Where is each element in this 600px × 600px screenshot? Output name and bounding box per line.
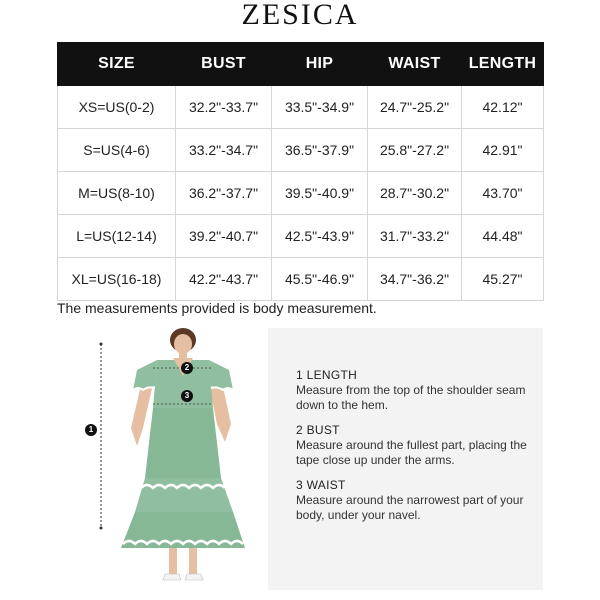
cell-size: S=US(4-6) bbox=[58, 129, 176, 172]
cell-length: 45.27" bbox=[462, 258, 544, 301]
header-bust: BUST bbox=[176, 43, 272, 86]
guide-bust bbox=[296, 423, 536, 468]
cell-waist: 34.7"-36.2" bbox=[368, 258, 462, 301]
cell-size: L=US(12-14) bbox=[58, 215, 176, 258]
cell-size: XL=US(16-18) bbox=[58, 258, 176, 301]
brand-logo: ZESICA bbox=[241, 0, 359, 31]
cell-waist: 28.7"-30.2" bbox=[368, 172, 462, 215]
cell-length: 43.70" bbox=[462, 172, 544, 215]
cell-hip: 45.5"-46.9" bbox=[272, 258, 368, 301]
cell-size: M=US(8-10) bbox=[58, 172, 176, 215]
marker-waist: 3 bbox=[181, 390, 193, 402]
cell-length: 44.48" bbox=[462, 215, 544, 258]
cell-size: XS=US(0-2) bbox=[58, 86, 176, 129]
guide-waist-desc: Measure around the narrowest part of your body, under your navel. bbox=[296, 493, 524, 522]
cell-waist: 25.8"-27.2" bbox=[368, 129, 462, 172]
dress-figure-image bbox=[57, 328, 267, 590]
cell-hip: 39.5"-40.9" bbox=[272, 172, 368, 215]
header-hip: HIP bbox=[272, 43, 368, 86]
table-header-row bbox=[58, 43, 544, 86]
guide-bust-desc: Measure around the fullest part, placing the tape close up under the arms. bbox=[296, 438, 527, 467]
cell-bust: 39.2"-40.7" bbox=[176, 215, 272, 258]
size-chart-table bbox=[57, 42, 544, 301]
header-size: SIZE bbox=[58, 43, 176, 86]
measurement-note: The measurements provided is body measurement. bbox=[57, 300, 377, 316]
table-row bbox=[58, 129, 544, 172]
cell-length: 42.12" bbox=[462, 86, 544, 129]
marker-length: 1 bbox=[85, 424, 97, 436]
cell-hip: 42.5"-43.9" bbox=[272, 215, 368, 258]
dress-illustration bbox=[57, 328, 267, 590]
guide-waist bbox=[296, 478, 536, 523]
header-length: LENGTH bbox=[462, 43, 544, 86]
cell-length: 42.91" bbox=[462, 129, 544, 172]
table-row bbox=[58, 86, 544, 129]
guide-length-desc: Measure from the top of the shoulder seam down to the hem. bbox=[296, 383, 526, 412]
guide-length bbox=[296, 368, 536, 413]
cell-hip: 33.5"-34.9" bbox=[272, 86, 368, 129]
marker-bust: 2 bbox=[181, 362, 193, 374]
guide-waist-title: 3 WAIST bbox=[296, 478, 346, 492]
cell-hip: 36.5"-37.9" bbox=[272, 129, 368, 172]
guide-bust-title: 2 BUST bbox=[296, 423, 340, 437]
cell-bust: 36.2"-37.7" bbox=[176, 172, 272, 215]
cell-waist: 24.7"-25.2" bbox=[368, 86, 462, 129]
header-waist: WAIST bbox=[368, 43, 462, 86]
measurement-guide-panel bbox=[268, 328, 543, 590]
table-row bbox=[58, 215, 544, 258]
cell-bust: 33.2"-34.7" bbox=[176, 129, 272, 172]
table-row bbox=[58, 258, 544, 301]
guide-length-title: 1 LENGTH bbox=[296, 368, 358, 382]
table-row bbox=[58, 172, 544, 215]
cell-bust: 32.2"-33.7" bbox=[176, 86, 272, 129]
cell-waist: 31.7"-33.2" bbox=[368, 215, 462, 258]
cell-bust: 42.2"-43.7" bbox=[176, 258, 272, 301]
